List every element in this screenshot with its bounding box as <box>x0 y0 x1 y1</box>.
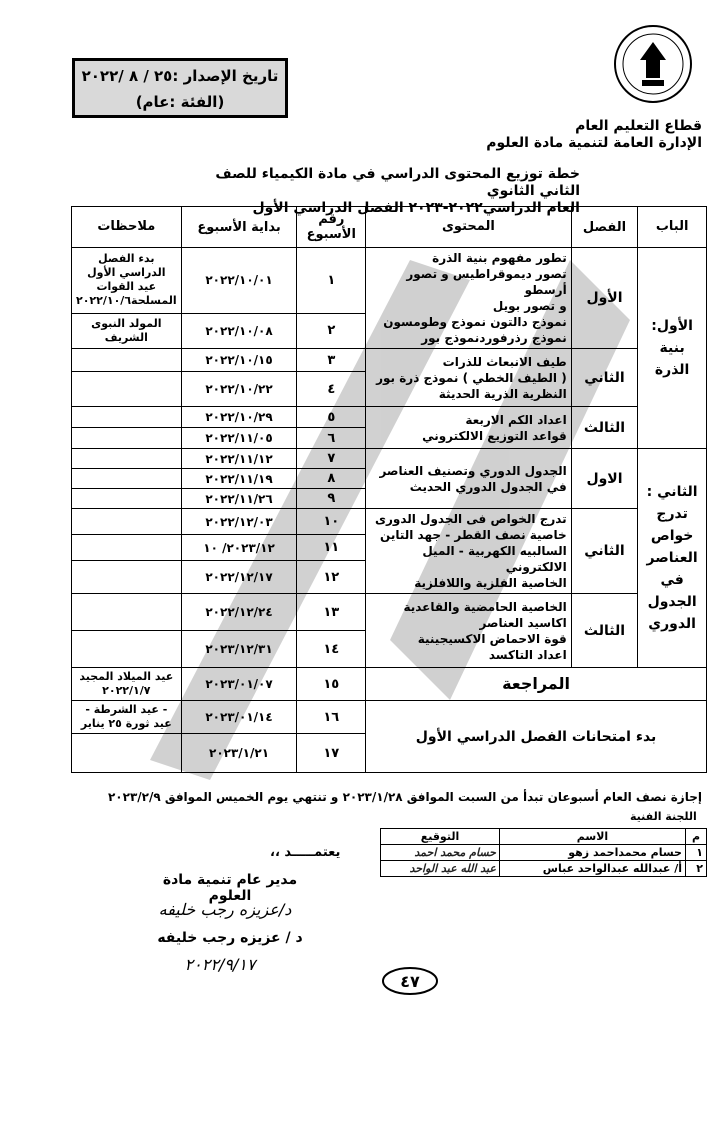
content-line: النظرية الذرية الحديثة <box>438 386 567 401</box>
week-date: ٢٠٢٣/١٢/٣١ <box>181 631 297 668</box>
plan-title: خطة توزيع المحتوى الدراسي في مادة الكيمياء للصف الثاني الثانوي <box>215 166 580 199</box>
committee-m: ١ <box>686 845 707 861</box>
content-line: السالبيه الكهربية - الميل الالكتروني <box>422 544 567 574</box>
week-num: ٩ <box>297 489 366 509</box>
week-date: ٢٠٢٢/١٠/٢٩ <box>181 407 297 428</box>
table-row <box>72 668 707 701</box>
week-notes <box>72 594 182 631</box>
week-num: ١٤ <box>297 631 366 668</box>
week-num: ١٥ <box>297 668 366 701</box>
table-header-row <box>72 207 707 248</box>
approval-label: يعتمـــــد ،، <box>270 845 341 860</box>
week-num: ١١ <box>297 535 366 561</box>
page-number-oval <box>380 965 440 997</box>
week-date: ٢٠٢٢/١١/٠٥ <box>181 428 297 449</box>
table-row <box>72 509 707 535</box>
content-cell <box>366 594 572 668</box>
committee-signature: حسام محمد احمد <box>381 845 500 861</box>
week-notes: بدء الفصل الدراسي الأول عيد القوات المسلحة٢٠٢٢/١٠/٦ <box>72 248 182 314</box>
signature-date: ٢٠٢٢/٩/١٧ <box>184 955 256 974</box>
issue-date: تاريخ الإصدار :٢٥ / ٨ /٢٠٢٢ <box>81 67 279 85</box>
content-cell <box>366 248 572 349</box>
chapter-cell: الثاني <box>571 509 638 594</box>
week-date: ٢٠٢٣/١/٢١ <box>181 734 297 773</box>
week-notes <box>72 489 182 509</box>
unit-cell: الأول: بنية الذرة <box>638 248 707 449</box>
week-date: ٢٠٢٢/١٠/٠٨ <box>181 313 297 348</box>
content-line: الجدول الدوري وتصنيف العناصر <box>379 463 567 478</box>
committee-m: ٢ <box>686 861 707 877</box>
unit-cell: الثاني : تدرج خواص العناصر في الجدول الدوري <box>638 449 707 668</box>
committee-header-sig: التوقيع <box>381 829 500 845</box>
header-content: المحتوى <box>366 207 572 248</box>
issue-info-box <box>72 58 288 118</box>
content-line: قواعد التوزيع الالكتروني <box>422 428 567 443</box>
week-notes <box>72 535 182 561</box>
committee-table <box>380 828 707 877</box>
week-notes <box>72 509 182 535</box>
content-line: في الجدول الدوري الحديث <box>409 479 567 494</box>
chapter-cell: الاول <box>571 449 638 509</box>
week-date: ٢٠٢٣/٠١/٠٧ <box>181 668 297 701</box>
header-bab: الباب <box>638 207 707 248</box>
table-row <box>72 407 707 428</box>
content-line: تطور مفهوم بنية الذرة <box>432 251 567 265</box>
week-num: ١٧ <box>297 734 366 773</box>
content-line: و تصور بويل <box>492 299 567 313</box>
week-notes <box>72 469 182 489</box>
content-line: تدرج الخواص فى الجدول الدورى <box>374 512 567 526</box>
week-date: ٢٠٢٢/١٠/٠١ <box>181 248 297 314</box>
content-line: الخاصية الفلزية واللافلزية <box>414 576 567 590</box>
content-line: ( الطيف الخطي ) نموذج ذرة بور <box>376 370 567 385</box>
committee-header-row <box>381 829 707 845</box>
week-notes <box>72 631 182 668</box>
week-num: ١٦ <box>297 701 366 734</box>
week-notes: المولد النبوى الشريف <box>72 313 182 348</box>
week-num: ١٠ <box>297 509 366 535</box>
chapter-cell: الثاني <box>571 349 638 407</box>
week-notes <box>72 428 182 449</box>
director-signature <box>120 900 330 930</box>
ministry-logo-icon <box>598 12 708 132</box>
table-row <box>72 248 707 314</box>
week-date: ٢٠٢٢/١١/١٩ <box>181 469 297 489</box>
week-num: ٨ <box>297 469 366 489</box>
content-line: خاصية نصف القطر - جهد التاين <box>380 528 567 542</box>
content-line: قوة الاحماض الاكسيجينية <box>417 631 567 646</box>
header-week-num: رقم الأسبوع <box>297 207 366 248</box>
content-cell <box>366 509 572 594</box>
table-row <box>72 594 707 631</box>
content-cell <box>366 407 572 449</box>
week-notes <box>72 407 182 428</box>
week-num: ٦ <box>297 428 366 449</box>
header-notes: ملاحظات <box>72 207 182 248</box>
content-line: نموذج رذرفوردنموذج بور <box>421 331 567 345</box>
header-fasl: الفصل <box>571 207 638 248</box>
week-date: ٢٠٢٢/١٢/٢٤ <box>181 594 297 631</box>
content-line: الخاصية الحامضية والقاعدية <box>403 599 567 614</box>
org-department: الإدارة العامة لتنمية مادة العلوم <box>486 135 702 151</box>
holiday-note: إجازة نصف العام أسبوعان تبدأ من السبت الموافق ٢٠٢٣/١/٢٨ و تنتهي يوم الخميس الموافق ٢٠٢٣/٢/٩ <box>107 790 702 804</box>
week-notes <box>72 561 182 594</box>
org-sector: قطاع التعليم العام <box>575 118 702 134</box>
week-notes: عيد الميلاد المجيد ٢٠٢٢/١/٧ <box>72 668 182 701</box>
week-notes <box>72 349 182 372</box>
content-line: اعداد التاكسد <box>488 647 567 662</box>
table-row <box>381 861 707 877</box>
week-notes <box>72 734 182 773</box>
week-date: ٢٠٢٢/١٢/١٧ <box>181 561 297 594</box>
director-title: مدير عام تنمية مادة العلوم <box>162 872 298 904</box>
week-num: ٥ <box>297 407 366 428</box>
week-num: ٤ <box>297 372 366 407</box>
committee-label: اللجنة الفنية <box>630 810 697 823</box>
exams-cell: بدء امتحانات الفصل الدراسي الأول <box>366 701 707 773</box>
week-num: ٣ <box>297 349 366 372</box>
table-row <box>72 701 707 734</box>
week-num: ٧ <box>297 449 366 469</box>
committee-header-name: الاسم <box>499 829 685 845</box>
director-signature-text: د/عزيزه رجب خليفه <box>158 900 292 919</box>
week-num: ١٣ <box>297 594 366 631</box>
week-notes <box>72 372 182 407</box>
week-num: ٢ <box>297 313 366 348</box>
week-date: ٢٠٢٢/١٠/٢٢ <box>181 372 297 407</box>
committee-name: حسام محمداحمد زهو <box>499 845 685 861</box>
content-line: تصور ديموقراطيس و تصور أرسطو <box>406 267 567 297</box>
week-num: ١٢ <box>297 561 366 594</box>
week-notes: - عيد الشرطة - عيد ثورة ٢٥ يناير <box>72 701 182 734</box>
week-date: ٢٠٢٢/١١/١٢ <box>181 449 297 469</box>
chapter-cell: الأول <box>571 248 638 349</box>
week-date: ٢٠٢٢/١٢/٠٣ <box>181 509 297 535</box>
week-notes <box>72 449 182 469</box>
week-num: ١ <box>297 248 366 314</box>
table-row <box>72 349 707 372</box>
page-number: ٤٧ <box>400 972 420 991</box>
content-cell <box>366 449 572 509</box>
header-week-start: بداية الأسبوع <box>181 207 297 248</box>
table-row <box>72 449 707 469</box>
week-date: ٢٠٢٢/١٠/١٥ <box>181 349 297 372</box>
director-name: د / عزيزه رجب خليفه <box>157 930 303 946</box>
table-row <box>381 845 707 861</box>
category-label: (الفئة :عام) <box>135 93 225 111</box>
committee-header-m: م <box>686 829 707 845</box>
distribution-table <box>71 206 707 773</box>
organization-name <box>486 118 702 152</box>
committee-signature: عبد الله عبد الواحد <box>381 861 500 877</box>
content-cell <box>366 349 572 407</box>
committee-name: أ/ عبدالله عبدالواحد عباس <box>499 861 685 877</box>
week-date: ٢٠٢٣/١٢/ ١٠ <box>181 535 297 561</box>
content-line: اعداد الكم الاربعة <box>465 412 567 427</box>
content-line: نموذج دالتون نموذج وطومسون <box>383 315 567 329</box>
plan-subtitle: العام الدراسي٢٠٢٢-٢٠٢٣ الفصل الدراسي الأول <box>252 200 580 216</box>
content-line: اكاسيد العناصر <box>479 615 567 630</box>
chapter-cell: الثالث <box>571 407 638 449</box>
content-line: طيف الانبعاث للذرات <box>442 354 567 369</box>
review-cell: المراجعة <box>366 668 707 701</box>
chapter-cell: الثالث <box>571 594 638 668</box>
week-date: ٢٠٢٣/٠١/١٤ <box>181 701 297 734</box>
week-date: ٢٠٢٢/١١/٢٦ <box>181 489 297 509</box>
